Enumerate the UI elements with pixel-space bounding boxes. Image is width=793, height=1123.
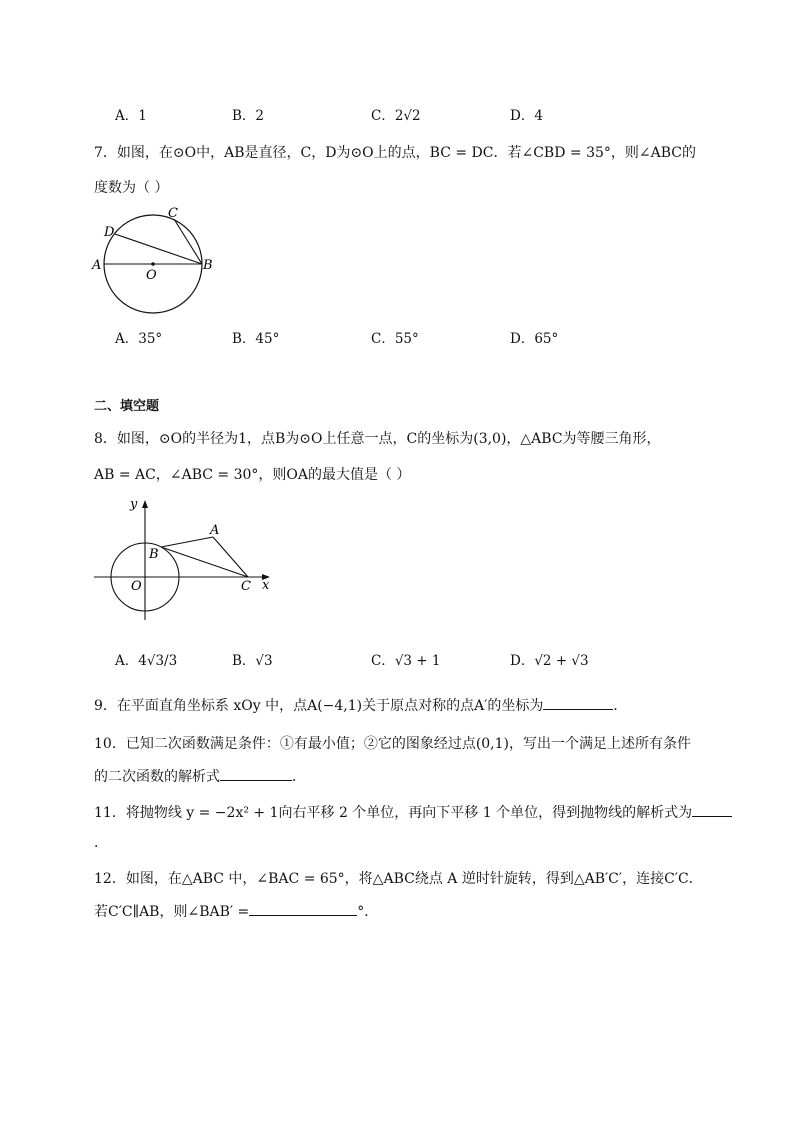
q7-chord-cb [174,219,202,264]
q7-label-a: A [92,258,102,273]
q8-label-o: O [131,579,142,594]
q8-option-a: A．4√3/3 [115,653,178,669]
q7-chord-db [115,234,202,264]
q8-coordinate-figure [88,490,278,625]
q12-answer-blank[interactable] [249,901,357,916]
q8-stem-line1: 8．如图，⊙O的半径为1，点B为⊙O上任意一点，C的坐标为(3,0)，△ABC为等腰三角形， [94,431,661,447]
q7-circle-figure [90,200,220,315]
q8-stem-line2: AB = AC，∠ABC = 30°，则OA的最大值是（ ） [94,467,411,483]
q8-option-d: D．√2 + √3 [510,653,589,669]
q7-center-dot [151,262,155,266]
q8-label-c: C [241,579,251,594]
q8-segment-ba [161,537,213,547]
q12-stem-prefix: 若C′C∥AB，则∠BAB′ = [94,904,250,920]
q7-option-a: A．35° [115,331,163,347]
q10-stem-line1: 10．已知二次函数满足条件：①有最小值；②它的图象经过点(0,1)，写出一个满足上述所有条件 [94,736,692,752]
section-title: 二、填空题 [94,399,160,414]
q12-end: °． [357,904,379,920]
q7-label-c: C [168,206,178,221]
q6-option-d: D．4 [510,108,543,124]
q6-option-a: A．1 [115,108,147,124]
q11-stem-line1 [94,802,732,822]
q8-label-x: x [262,578,270,593]
q12-stem-line1: 12．如图，在△ABC 中，∠BAC = 65°，将△ABC绕点 A 逆时针旋转，得到△AB′C′，连接C′C． [94,871,703,887]
q7-option-b: B．45° [232,331,280,347]
q11-answer-blank[interactable] [692,802,732,817]
q6-option-b: B．2 [232,108,265,124]
q7-stem-line1: 7．如图，在⊙O中，AB是直径，C，D为⊙O上的点，BC = DC．若∠CBD = 35°，则∠ABC的 [94,145,696,161]
q8-label-a: A [210,523,220,538]
q7-label-d: D [104,225,115,240]
q10-stem-prefix: 的二次函数的解析式 [94,769,220,785]
q9-end: ． [613,698,628,714]
q10-answer-blank[interactable] [220,766,292,781]
q6-option-c: C．2√2 [371,108,421,124]
q7-option-c: C．55° [371,331,419,347]
q8-label-y: y [130,497,138,512]
q8-option-b: B．√3 [232,653,273,669]
q7-label-b: B [203,258,213,273]
q7-label-o: O [146,268,157,283]
q7-option-d: D．65° [510,331,559,347]
q9-answer-blank[interactable] [543,695,613,710]
q11-stem: 11．将抛物线 y = −2x² + 1向右平移 2 个单位，再向下平移 1 个单位，得到抛物线的解析式为 [94,805,693,821]
q11-end: ． [94,835,108,851]
q12-stem-line2 [94,901,378,921]
q10-stem-line2 [94,766,306,786]
q10-end: ． [292,769,306,785]
q8-label-b: B [149,547,159,562]
q7-stem-line2: 度数为（ ） [94,180,169,196]
q8-option-c: C．√3 + 1 [371,653,441,669]
q8-y-arrow [142,500,148,508]
q9-stem: 9．在平面直角坐标系 xOy 中，点A(−4,1)关于原点对称的点A′的坐标为 [94,698,544,714]
q9-question [94,695,627,715]
